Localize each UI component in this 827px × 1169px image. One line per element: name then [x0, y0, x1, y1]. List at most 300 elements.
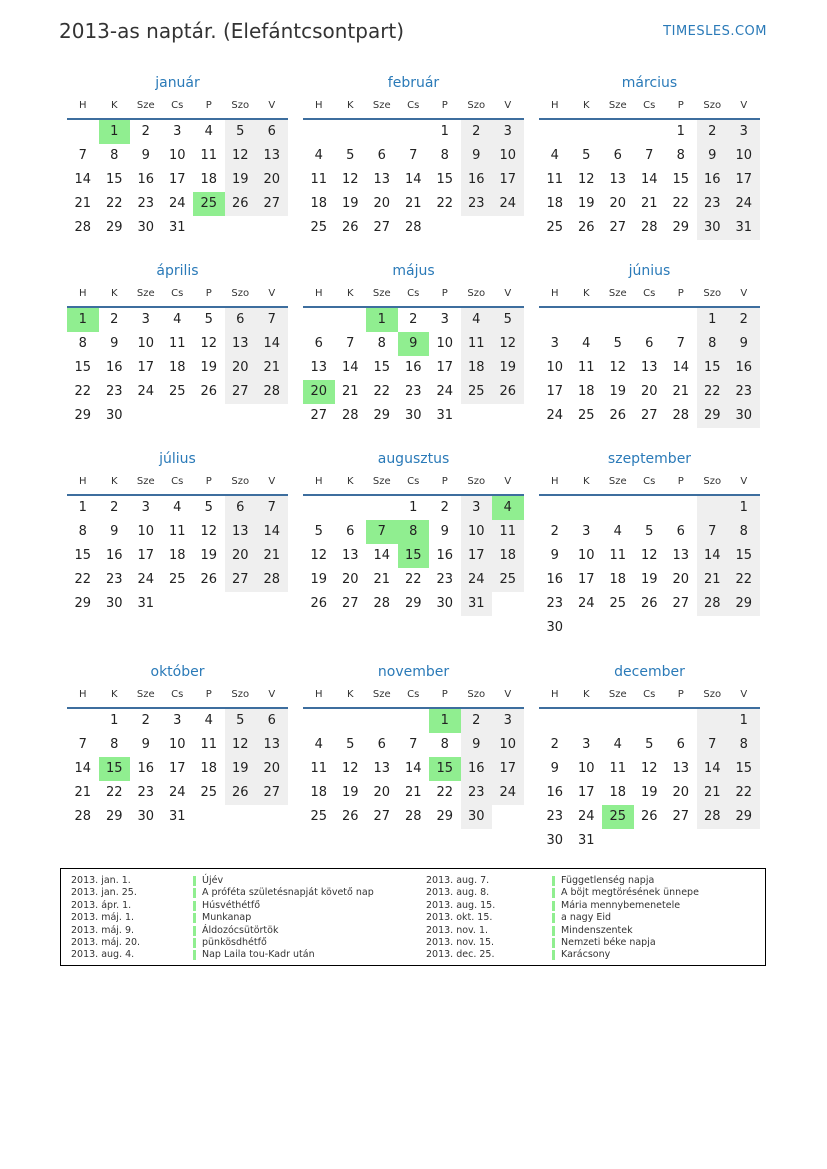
- day-cell[interactable]: 5: [346, 737, 355, 752]
- day-cell[interactable]: 21: [697, 781, 729, 805]
- day-cell[interactable]: 29: [74, 596, 92, 611]
- day-cell[interactable]: 18: [168, 360, 186, 375]
- day-cell[interactable]: 31: [137, 596, 155, 611]
- day-cell[interactable]: 12: [225, 733, 257, 757]
- day-cell[interactable]: 8: [78, 336, 87, 351]
- day-cell[interactable]: 10: [137, 524, 155, 539]
- day-cell[interactable]: 26: [640, 809, 658, 824]
- day-cell[interactable]: 25: [310, 220, 328, 235]
- day-cell[interactable]: 8: [377, 336, 386, 351]
- day-cell[interactable]: 29: [373, 408, 391, 423]
- day-cell[interactable]: 4: [314, 737, 323, 752]
- day-cell[interactable]: 4: [204, 713, 213, 728]
- day-cell[interactable]: 14: [373, 548, 391, 563]
- day-cell[interactable]: 29: [105, 809, 123, 824]
- day-cell[interactable]: 5: [346, 148, 355, 163]
- day-cell[interactable]: 1: [697, 308, 729, 332]
- day-cell[interactable]: 30: [137, 809, 155, 824]
- day-cell[interactable]: 27: [310, 408, 328, 423]
- day-cell[interactable]: 8: [676, 148, 685, 163]
- day-cell[interactable]: 10: [492, 144, 524, 168]
- day-cell[interactable]: 7: [645, 148, 654, 163]
- day-cell[interactable]: 30: [404, 408, 422, 423]
- day-cell[interactable]: 25: [200, 785, 218, 800]
- day-cell[interactable]: 5: [492, 308, 524, 332]
- day-cell[interactable]: 4: [204, 124, 213, 139]
- day-cell[interactable]: 12: [200, 524, 218, 539]
- day-cell[interactable]: 16: [137, 172, 155, 187]
- day-cell[interactable]: 21: [74, 196, 92, 211]
- day-cell[interactable]: 24: [577, 596, 595, 611]
- day-cell[interactable]: 27: [225, 380, 257, 404]
- day-cell[interactable]: 19: [577, 196, 595, 211]
- day-cell[interactable]: 3: [550, 336, 559, 351]
- day-cell[interactable]: 20: [672, 572, 690, 587]
- day-cell[interactable]: 13: [310, 360, 328, 375]
- day-cell[interactable]: 20: [256, 168, 288, 192]
- day-cell[interactable]: 6: [377, 148, 386, 163]
- day-cell[interactable]: 28: [697, 805, 729, 829]
- day-cell[interactable]: 29: [728, 805, 760, 829]
- day-cell[interactable]: 30: [461, 805, 493, 829]
- day-cell[interactable]: 17: [137, 360, 155, 375]
- day-cell[interactable]: 17: [728, 168, 760, 192]
- day-cell[interactable]: 17: [577, 785, 595, 800]
- day-cell[interactable]: 25: [609, 596, 627, 611]
- day-cell[interactable]: 14: [74, 172, 92, 187]
- day-cell[interactable]: 20: [672, 785, 690, 800]
- day-cell[interactable]: 21: [256, 356, 288, 380]
- day-cell[interactable]: 29: [697, 404, 729, 428]
- day-cell[interactable]: 10: [168, 148, 186, 163]
- day-cell[interactable]: 4: [173, 500, 182, 515]
- day-cell[interactable]: 6: [256, 709, 288, 733]
- day-cell[interactable]: 5: [225, 709, 257, 733]
- day-cell[interactable]: 6: [256, 120, 288, 144]
- day-cell[interactable]: 6: [676, 737, 685, 752]
- day-cell[interactable]: 3: [141, 500, 150, 515]
- day-cell[interactable]: 23: [461, 192, 493, 216]
- day-cell[interactable]: 20: [640, 384, 658, 399]
- day-cell[interactable]: 16: [105, 548, 123, 563]
- day-cell[interactable]: 22: [404, 572, 422, 587]
- day-cell[interactable]: 9: [440, 524, 449, 539]
- day-cell[interactable]: 15: [105, 172, 123, 187]
- day-cell[interactable]: 11: [168, 336, 186, 351]
- day-cell[interactable]: 7: [409, 737, 418, 752]
- day-cell[interactable]: 25: [168, 572, 186, 587]
- day-cell[interactable]: 10: [168, 737, 186, 752]
- day-cell[interactable]: 31: [168, 809, 186, 824]
- day-cell[interactable]: 4: [314, 148, 323, 163]
- day-cell[interactable]: 2: [110, 312, 119, 327]
- day-cell[interactable]: 23: [728, 380, 760, 404]
- day-cell[interactable]: 10: [577, 548, 595, 563]
- day-cell[interactable]: 20: [373, 785, 391, 800]
- day-cell[interactable]: 19: [609, 384, 627, 399]
- holiday-day-cell[interactable]: 4: [492, 496, 524, 520]
- day-cell[interactable]: 8: [728, 520, 760, 544]
- day-cell[interactable]: 1: [676, 124, 685, 139]
- day-cell[interactable]: 27: [341, 596, 359, 611]
- day-cell[interactable]: 2: [550, 737, 559, 752]
- day-cell[interactable]: 23: [105, 572, 123, 587]
- day-cell[interactable]: 13: [640, 360, 658, 375]
- holiday-day-cell[interactable]: 9: [398, 332, 430, 356]
- day-cell[interactable]: 22: [105, 196, 123, 211]
- day-cell[interactable]: 9: [110, 524, 119, 539]
- day-cell[interactable]: 28: [640, 220, 658, 235]
- day-cell[interactable]: 12: [577, 172, 595, 187]
- day-cell[interactable]: 26: [200, 572, 218, 587]
- day-cell[interactable]: 13: [373, 172, 391, 187]
- day-cell[interactable]: 5: [204, 312, 213, 327]
- day-cell[interactable]: 13: [256, 733, 288, 757]
- day-cell[interactable]: 30: [137, 220, 155, 235]
- day-cell[interactable]: 26: [609, 408, 627, 423]
- day-cell[interactable]: 21: [341, 384, 359, 399]
- day-cell[interactable]: 28: [697, 592, 729, 616]
- day-cell[interactable]: 13: [256, 144, 288, 168]
- day-cell[interactable]: 24: [728, 192, 760, 216]
- day-cell[interactable]: 29: [728, 592, 760, 616]
- day-cell[interactable]: 24: [577, 809, 595, 824]
- day-cell[interactable]: 27: [640, 408, 658, 423]
- day-cell[interactable]: 19: [640, 572, 658, 587]
- day-cell[interactable]: 27: [373, 220, 391, 235]
- day-cell[interactable]: 19: [200, 548, 218, 563]
- day-cell[interactable]: 20: [373, 196, 391, 211]
- day-cell[interactable]: 27: [256, 781, 288, 805]
- day-cell[interactable]: 27: [609, 220, 627, 235]
- day-cell[interactable]: 5: [613, 336, 622, 351]
- day-cell[interactable]: 25: [461, 380, 493, 404]
- day-cell[interactable]: 7: [78, 148, 87, 163]
- day-cell[interactable]: 23: [137, 196, 155, 211]
- day-cell[interactable]: 14: [640, 172, 658, 187]
- day-cell[interactable]: 12: [640, 761, 658, 776]
- day-cell[interactable]: 11: [492, 520, 524, 544]
- day-cell[interactable]: 16: [137, 761, 155, 776]
- day-cell[interactable]: 15: [672, 172, 690, 187]
- day-cell[interactable]: 28: [256, 380, 288, 404]
- day-cell[interactable]: 20: [609, 196, 627, 211]
- day-cell[interactable]: 13: [672, 548, 690, 563]
- day-cell[interactable]: 21: [697, 568, 729, 592]
- day-cell[interactable]: 19: [310, 572, 328, 587]
- day-cell[interactable]: 6: [225, 308, 257, 332]
- day-cell[interactable]: 8: [697, 332, 729, 356]
- day-cell[interactable]: 21: [373, 572, 391, 587]
- day-cell[interactable]: 18: [577, 384, 595, 399]
- holiday-day-cell[interactable]: 8: [398, 520, 430, 544]
- day-cell[interactable]: 17: [436, 360, 454, 375]
- day-cell[interactable]: 23: [461, 781, 493, 805]
- day-cell[interactable]: 17: [137, 548, 155, 563]
- day-cell[interactable]: 4: [173, 312, 182, 327]
- day-cell[interactable]: 12: [341, 761, 359, 776]
- day-cell[interactable]: 19: [492, 356, 524, 380]
- day-cell[interactable]: 11: [200, 148, 218, 163]
- day-cell[interactable]: 3: [492, 120, 524, 144]
- day-cell[interactable]: 5: [314, 524, 323, 539]
- day-cell[interactable]: 10: [728, 144, 760, 168]
- day-cell[interactable]: 2: [728, 308, 760, 332]
- day-cell[interactable]: 26: [310, 596, 328, 611]
- day-cell[interactable]: 23: [105, 384, 123, 399]
- day-cell[interactable]: 8: [440, 148, 449, 163]
- day-cell[interactable]: 31: [436, 408, 454, 423]
- day-cell[interactable]: 26: [341, 220, 359, 235]
- day-cell[interactable]: 22: [697, 380, 729, 404]
- day-cell[interactable]: 11: [310, 761, 328, 776]
- day-cell[interactable]: 7: [256, 308, 288, 332]
- day-cell[interactable]: 27: [672, 809, 690, 824]
- day-cell[interactable]: 30: [105, 408, 123, 423]
- day-cell[interactable]: 13: [609, 172, 627, 187]
- day-cell[interactable]: 28: [373, 596, 391, 611]
- day-cell[interactable]: 18: [200, 172, 218, 187]
- day-cell[interactable]: 11: [168, 524, 186, 539]
- day-cell[interactable]: 6: [225, 496, 257, 520]
- day-cell[interactable]: 14: [672, 360, 690, 375]
- day-cell[interactable]: 28: [672, 408, 690, 423]
- day-cell[interactable]: 18: [461, 356, 493, 380]
- day-cell[interactable]: 10: [137, 336, 155, 351]
- day-cell[interactable]: 30: [436, 596, 454, 611]
- day-cell[interactable]: 24: [137, 572, 155, 587]
- day-cell[interactable]: 4: [550, 148, 559, 163]
- day-cell[interactable]: 2: [697, 120, 729, 144]
- holiday-day-cell[interactable]: 25: [193, 192, 225, 216]
- day-cell[interactable]: 7: [346, 336, 355, 351]
- day-cell[interactable]: 22: [672, 196, 690, 211]
- day-cell[interactable]: 2: [141, 713, 150, 728]
- day-cell[interactable]: 23: [137, 785, 155, 800]
- day-cell[interactable]: 28: [404, 220, 422, 235]
- day-cell[interactable]: 3: [141, 312, 150, 327]
- day-cell[interactable]: 28: [404, 809, 422, 824]
- day-cell[interactable]: 2: [461, 709, 493, 733]
- day-cell[interactable]: 23: [436, 572, 454, 587]
- day-cell[interactable]: 21: [404, 196, 422, 211]
- day-cell[interactable]: 30: [546, 833, 564, 848]
- day-cell[interactable]: 7: [697, 733, 729, 757]
- day-cell[interactable]: 3: [582, 524, 591, 539]
- day-cell[interactable]: 9: [697, 144, 729, 168]
- day-cell[interactable]: 12: [492, 332, 524, 356]
- day-cell[interactable]: 22: [436, 196, 454, 211]
- day-cell[interactable]: 20: [225, 356, 257, 380]
- holiday-day-cell[interactable]: 15: [398, 544, 430, 568]
- day-cell[interactable]: 31: [577, 833, 595, 848]
- day-cell[interactable]: 5: [225, 120, 257, 144]
- day-cell[interactable]: 17: [492, 757, 524, 781]
- day-cell[interactable]: 11: [310, 172, 328, 187]
- day-cell[interactable]: 6: [676, 524, 685, 539]
- day-cell[interactable]: 17: [577, 572, 595, 587]
- day-cell[interactable]: 12: [341, 172, 359, 187]
- day-cell[interactable]: 7: [78, 737, 87, 752]
- day-cell[interactable]: 13: [672, 761, 690, 776]
- day-cell[interactable]: 30: [105, 596, 123, 611]
- day-cell[interactable]: 19: [341, 196, 359, 211]
- day-cell[interactable]: 10: [546, 360, 564, 375]
- day-cell[interactable]: 27: [672, 596, 690, 611]
- holiday-day-cell[interactable]: 15: [429, 757, 461, 781]
- holiday-day-cell[interactable]: 1: [67, 308, 99, 332]
- day-cell[interactable]: 6: [346, 524, 355, 539]
- day-cell[interactable]: 7: [676, 336, 685, 351]
- holiday-day-cell[interactable]: 7: [366, 520, 398, 544]
- day-cell[interactable]: 5: [645, 524, 654, 539]
- day-cell[interactable]: 6: [613, 148, 622, 163]
- day-cell[interactable]: 24: [436, 384, 454, 399]
- day-cell[interactable]: 7: [697, 520, 729, 544]
- day-cell[interactable]: 1: [728, 709, 760, 733]
- day-cell[interactable]: 9: [141, 148, 150, 163]
- day-cell[interactable]: 29: [404, 596, 422, 611]
- day-cell[interactable]: 16: [697, 168, 729, 192]
- day-cell[interactable]: 21: [672, 384, 690, 399]
- day-cell[interactable]: 26: [640, 596, 658, 611]
- day-cell[interactable]: 2: [550, 524, 559, 539]
- day-cell[interactable]: 24: [461, 568, 493, 592]
- day-cell[interactable]: 13: [225, 332, 257, 356]
- day-cell[interactable]: 12: [310, 548, 328, 563]
- holiday-day-cell[interactable]: 1: [99, 120, 131, 144]
- day-cell[interactable]: 18: [310, 196, 328, 211]
- day-cell[interactable]: 30: [546, 620, 564, 635]
- day-cell[interactable]: 29: [74, 408, 92, 423]
- day-cell[interactable]: 23: [546, 809, 564, 824]
- day-cell[interactable]: 18: [609, 572, 627, 587]
- day-cell[interactable]: 15: [74, 548, 92, 563]
- day-cell[interactable]: 21: [74, 785, 92, 800]
- day-cell[interactable]: 25: [310, 809, 328, 824]
- day-cell[interactable]: 29: [105, 220, 123, 235]
- day-cell[interactable]: 9: [550, 548, 559, 563]
- day-cell[interactable]: 5: [204, 500, 213, 515]
- day-cell[interactable]: 11: [546, 172, 564, 187]
- day-cell[interactable]: 27: [256, 192, 288, 216]
- day-cell[interactable]: 22: [74, 572, 92, 587]
- day-cell[interactable]: 9: [461, 144, 493, 168]
- day-cell[interactable]: 15: [373, 360, 391, 375]
- day-cell[interactable]: 8: [728, 733, 760, 757]
- day-cell[interactable]: 15: [74, 360, 92, 375]
- day-cell[interactable]: 1: [78, 500, 87, 515]
- day-cell[interactable]: 3: [461, 496, 493, 520]
- day-cell[interactable]: 8: [78, 524, 87, 539]
- day-cell[interactable]: 4: [613, 737, 622, 752]
- day-cell[interactable]: 15: [436, 172, 454, 187]
- day-cell[interactable]: 27: [225, 568, 257, 592]
- day-cell[interactable]: 10: [461, 520, 493, 544]
- day-cell[interactable]: 3: [582, 737, 591, 752]
- day-cell[interactable]: 18: [546, 196, 564, 211]
- day-cell[interactable]: 16: [546, 785, 564, 800]
- day-cell[interactable]: 14: [404, 172, 422, 187]
- day-cell[interactable]: 26: [200, 384, 218, 399]
- day-cell[interactable]: 28: [74, 809, 92, 824]
- holiday-day-cell[interactable]: 15: [99, 757, 131, 781]
- day-cell[interactable]: 14: [256, 332, 288, 356]
- day-cell[interactable]: 5: [582, 148, 591, 163]
- day-cell[interactable]: 19: [640, 785, 658, 800]
- day-cell[interactable]: 19: [225, 757, 257, 781]
- day-cell[interactable]: 12: [640, 548, 658, 563]
- day-cell[interactable]: 18: [609, 785, 627, 800]
- day-cell[interactable]: 10: [436, 336, 454, 351]
- day-cell[interactable]: 17: [168, 172, 186, 187]
- day-cell[interactable]: 15: [697, 356, 729, 380]
- day-cell[interactable]: 13: [225, 520, 257, 544]
- day-cell[interactable]: 22: [105, 785, 123, 800]
- day-cell[interactable]: 24: [492, 192, 524, 216]
- day-cell[interactable]: 14: [256, 520, 288, 544]
- day-cell[interactable]: 19: [225, 168, 257, 192]
- day-cell[interactable]: 25: [492, 568, 524, 592]
- day-cell[interactable]: 12: [200, 336, 218, 351]
- day-cell[interactable]: 24: [137, 384, 155, 399]
- day-cell[interactable]: 6: [377, 737, 386, 752]
- day-cell[interactable]: 31: [461, 592, 493, 616]
- day-cell[interactable]: 30: [697, 216, 729, 240]
- day-cell[interactable]: 12: [609, 360, 627, 375]
- day-cell[interactable]: 11: [577, 360, 595, 375]
- day-cell[interactable]: 31: [728, 216, 760, 240]
- day-cell[interactable]: 31: [168, 220, 186, 235]
- day-cell[interactable]: 9: [461, 733, 493, 757]
- day-cell[interactable]: 2: [110, 500, 119, 515]
- day-cell[interactable]: 17: [168, 761, 186, 776]
- day-cell[interactable]: 30: [728, 404, 760, 428]
- day-cell[interactable]: 1: [440, 124, 449, 139]
- day-cell[interactable]: 16: [461, 757, 493, 781]
- day-cell[interactable]: 26: [225, 192, 257, 216]
- day-cell[interactable]: 24: [492, 781, 524, 805]
- day-cell[interactable]: 25: [168, 384, 186, 399]
- day-cell[interactable]: 16: [728, 356, 760, 380]
- day-cell[interactable]: 14: [697, 544, 729, 568]
- day-cell[interactable]: 8: [110, 148, 119, 163]
- day-cell[interactable]: 26: [577, 220, 595, 235]
- day-cell[interactable]: 28: [74, 220, 92, 235]
- day-cell[interactable]: 24: [168, 785, 186, 800]
- day-cell[interactable]: 23: [697, 192, 729, 216]
- day-cell[interactable]: 10: [492, 733, 524, 757]
- day-cell[interactable]: 4: [582, 336, 591, 351]
- day-cell[interactable]: 29: [436, 809, 454, 824]
- day-cell[interactable]: 11: [200, 737, 218, 752]
- day-cell[interactable]: 22: [728, 781, 760, 805]
- day-cell[interactable]: 20: [256, 757, 288, 781]
- day-cell[interactable]: 21: [404, 785, 422, 800]
- day-cell[interactable]: 20: [225, 544, 257, 568]
- day-cell[interactable]: 21: [256, 544, 288, 568]
- day-cell[interactable]: 9: [728, 332, 760, 356]
- day-cell[interactable]: 16: [546, 572, 564, 587]
- day-cell[interactable]: 1: [409, 500, 418, 515]
- day-cell[interactable]: 22: [728, 568, 760, 592]
- day-cell[interactable]: 26: [225, 781, 257, 805]
- day-cell[interactable]: 1: [728, 496, 760, 520]
- holiday-day-cell[interactable]: 25: [602, 805, 634, 829]
- day-cell[interactable]: 21: [640, 196, 658, 211]
- day-cell[interactable]: 14: [341, 360, 359, 375]
- day-cell[interactable]: 2: [141, 124, 150, 139]
